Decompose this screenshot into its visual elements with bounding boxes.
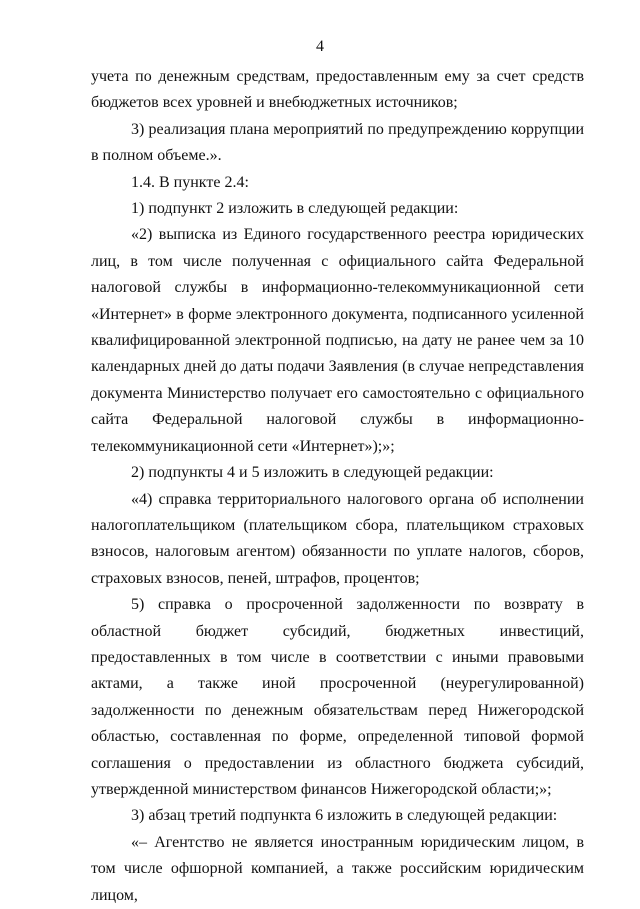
paragraph: 3) абзац третий подпункта 6 изложить в следующей редакции: bbox=[131, 807, 558, 825]
paragraph: учета по денежным средствам, предоставленным ему за счет средств бюджетов всех уровней и внебюджетных источников; bbox=[91, 68, 584, 112]
paragraph: «4) справка территориального налогового органа об исполнении налогоплательщиком (плательщиком сбора, плательщиком страховых взносов, налоговым агентом) обязанности по уплате налогов, сборов, страховых взносов, пеней, штрафов, процентов; bbox=[91, 490, 584, 587]
page-number: 4 bbox=[316, 38, 324, 55]
document-body bbox=[91, 64, 584, 909]
paragraph: 3) реализация плана мероприятий по предупреждению коррупции в полном объеме.». bbox=[91, 120, 584, 165]
paragraph: 2) подпункты 4 и 5 изложить в следующей редакции: bbox=[131, 464, 494, 482]
paragraph: 1) подпункт 2 изложить в следующей редакции: bbox=[131, 200, 459, 218]
paragraph: «2) выписка из Единого государственного реестра юридических лиц, в том числе полученная с официального сайта Федеральной налоговой службы в информационно-телекоммуникационной сети «Интернет» в форме электронного документа, подписанного усиленной квалифицированной электронной подписью, на дату не ранее чем за 10 календарных дней до даты подачи Заявления (в случае непредставления документа Министерство получает его самостоятельно с официального сайта Федеральной налоговой службы в информационно-телекоммуникационной сети «Интернет»);»; bbox=[91, 226, 584, 455]
paragraph: «– Агентство не является иностранным юридическим лицом, в том числе офшорной компанией, а также российским юридическим лицом, bbox=[91, 833, 584, 904]
paragraph: 5) справка о просроченной задолженности по возврату в областной бюджет субсидий, бюджетных инвестиций, предоставленных в том числе в соответствии с иными правовыми актами, а также иной просроченной (неурегулированной) задолженности по денежным обязательствам перед Нижегородской областью, составленная по форме, определенной типовой формой соглашения о предоставлении из областного бюджета субсидий, утвержденной министерством финансов Нижегородской области;»; bbox=[91, 596, 584, 798]
paragraph: 1.4. В пункте 2.4: bbox=[131, 173, 249, 191]
